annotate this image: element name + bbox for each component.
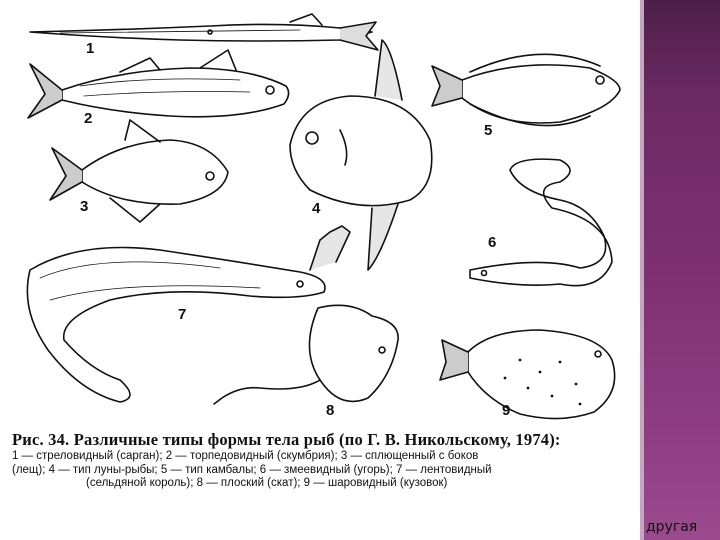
fish-bream-drawing: [50, 120, 228, 222]
fish-number-4: 4: [312, 200, 321, 217]
fish-number-6: 6: [488, 234, 497, 251]
fish-number-7: 7: [178, 306, 187, 323]
fish-number-8: 8: [326, 402, 335, 419]
fish-sunfish-drawing: [290, 40, 432, 270]
caption-line-1: 1 — стреловидный (сарган); 2 — торпедовидный (скумбрия); 3 — сплющенный с боков: [12, 450, 479, 462]
fish-number-1: 1: [86, 40, 95, 57]
fish-number-3: 3: [80, 198, 89, 215]
fish-flounder-drawing: [432, 54, 620, 125]
fish-oarfish-drawing: [27, 226, 350, 402]
slide-footer-text: другая: [646, 519, 698, 535]
fish-garfish-drawing: [30, 14, 378, 50]
fish-skate-drawing: [214, 305, 398, 404]
fish-mackerel-drawing: [28, 50, 289, 118]
fish-eel-drawing: [470, 159, 612, 286]
figure-caption: [12, 430, 632, 491]
caption-line-2: (лещ); 4 — тип луны-рыбы; 5 — тип камбалы; 6 — змеевидный (угорь); 7 — лентовидный: [12, 463, 492, 476]
fish-number-2: 2: [84, 110, 93, 127]
caption-line-3: (сельдяной король); 8 — плоский (скат); 9 — шаровидный (кузовок): [86, 477, 448, 489]
fish-number-5: 5: [484, 122, 493, 139]
caption-title: Рис. 34. Различные типы формы тела рыб (по Г. В. Никольскому, 1974):: [12, 430, 561, 449]
decorative-side-band: [640, 0, 720, 540]
fish-number-9: 9: [502, 402, 511, 419]
fish-puffer-drawing: [440, 330, 615, 419]
